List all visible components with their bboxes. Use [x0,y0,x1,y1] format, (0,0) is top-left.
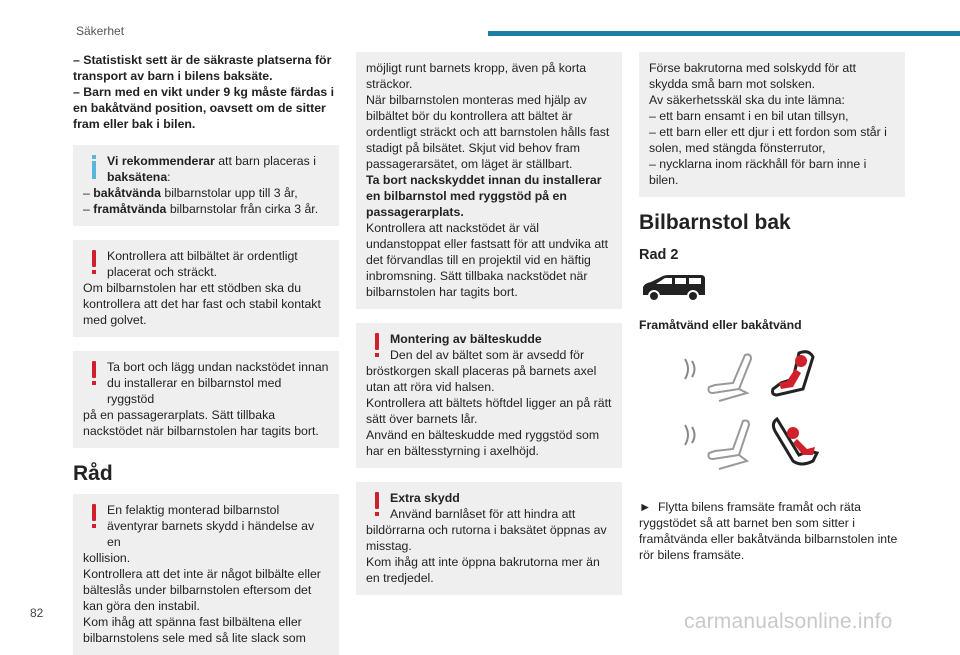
warning-icon [87,504,101,534]
page-number: 82 [30,606,44,620]
column-left [73,52,339,655]
column-middle [356,52,622,595]
warning-icon [87,250,101,280]
warning-text: Kontrollera att bältets höftdel ligger an på rätt sätt över barnets lår. [366,396,612,426]
page-header-title: Säkerhet [76,24,125,38]
warning-icon [370,333,384,363]
intro-line-2: – Barn med en vikt under 9 kg måste färdas i en bakåtvänd position, oavsett om de sitter fram eller bak i bilen. [73,85,335,131]
list-item: – ett barn ensamt i en bil utan tillsyn, [649,109,849,123]
body-text: När bilbarnstolen monteras med hjälp av bilbältet bör du kontrollera att bältet är ordentligt sträckt och att barnstolen hålls fast stadigt på bilsätet. Skjut vid behov fram passagerarsätet, om läget är ställbart. [366,93,610,171]
warning-icon [87,361,101,391]
warning-rest: på en passagerarplats. Sätt tillbaka nackstödet när bilbarnstolen har tagits bort. [83,408,319,438]
warning-title: Montering av bälteskudde [390,332,542,346]
heading-rear-child-seat: Bilbarnstol bak [639,211,791,234]
intro-line-1: – Statistiskt sett är de säkraste platserna för transport av barn i bilens baksäte. [73,53,332,83]
warning-first: Den del av bältet som är avsedd för [390,348,585,362]
continuation-box [356,52,622,309]
body-text: Förse bakrutorna med solskydd för att skydda små barn mot solsken. [649,61,857,91]
seat-forward-illustration [681,349,905,403]
heading-row-2: Rad 2 [639,247,679,263]
warning-first: En felaktig monterad bilbarnstol äventyrar barnets skydd i händelse av en [107,503,315,549]
info-icon [87,155,101,185]
warning-title: Extra skydd [390,491,460,505]
warning-box-seatbelt [73,240,339,337]
info-item-forward-facing: – framåtvända bilbarnstolar från cirka 3 år. [83,202,319,216]
column-right [639,52,905,563]
warning-text: Kom ihåg att inte öppna bakrutorna mer än en tredjedel. [366,555,600,585]
info-box-recommendation [73,145,339,226]
subheading-orientation: Framåtvänd eller bakåtvänd [639,318,802,332]
watermark: carmanualsonline.info [684,610,893,633]
warning-text: bildörrarna och rutorna i baksätet öppnas av misstag. [366,523,607,553]
body-text: möjligt runt barnets kropp, även på korta sträckor. [366,61,587,91]
body-text: Av säkerhetsskäl ska du inte lämna: [649,93,845,107]
list-item: – nycklarna inom räckhåll för barn inne i bilen. [649,157,867,187]
body-text: Kontrollera att nackstödet är väl undanstoppat eller fastsatt för att undvika att det förvandlas till en projektil vid en häftig inbromsning. Sätt tillbaka nackstödet när bilbarnstolen har tagits bort. [366,221,608,299]
warning-box-advice [73,494,339,655]
warning-box-extra-protection [356,482,622,595]
sun-protection-box [639,52,905,197]
van-icon [639,273,905,303]
body-text-bold: Ta bort nackskyddet innan du installerar en bilbarnstol med ryggstöd på en passagerarplats. [366,173,602,219]
warning-text: kollision. [83,551,131,565]
warning-rest: Om bilbarnstolen har ett stödben ska du kontrollera att det har fast och stabil kontakt med golvet. [83,281,321,327]
warning-box-belt-cushion [356,323,622,468]
arrow-icon: ► [639,500,652,514]
instruction-text: ► Flytta bilens framsäte framåt och räta ryggstödet så att barnet ben som sitter i framåtvända eller bakåtvända bilbarnstolen inte rör bilens framsäte. [639,500,898,562]
warning-text: Kontrollera att det inte är något bilbälte eller bälteslås under bilbarnstolen eftersom det kan göra den instabil. [83,567,321,613]
warning-text: Använd en bälteskudde med ryggstöd som har en bältesstyrning i axelhöjd. [366,428,600,458]
seat-rear-illustration [681,415,905,473]
warning-first: Använd barnlåset för att hindra att [390,507,576,521]
heading-advice: Råd [73,462,113,485]
warning-icon [370,492,384,522]
warning-box-headrest [73,351,339,448]
header-accent-bar [488,31,960,36]
warning-first: Ta bort och lägg undan nackstödet innan du installerar en bilbarnstol med ryggstöd [107,360,329,406]
info-item-rear-facing: – bakåtvända bilbarnstolar upp till 3 år, [83,186,298,200]
info-lead: Vi rekommenderar att barn placeras i baksätena: [107,154,316,184]
list-item: – ett barn eller ett djur i ett fordon som står i solen, med stängda fönsterrutor, [649,125,887,155]
warning-text: bröstkorgen skall placeras på barnets axel utan att röra vid halsen. [366,364,597,394]
warning-text: Kom ihåg att spänna fast bilbältena eller bilbarnstolens sele med så lite slack som [83,615,306,645]
warning-first: Kontrollera att bilbältet är ordentligt placerat och sträckt. [107,249,298,279]
